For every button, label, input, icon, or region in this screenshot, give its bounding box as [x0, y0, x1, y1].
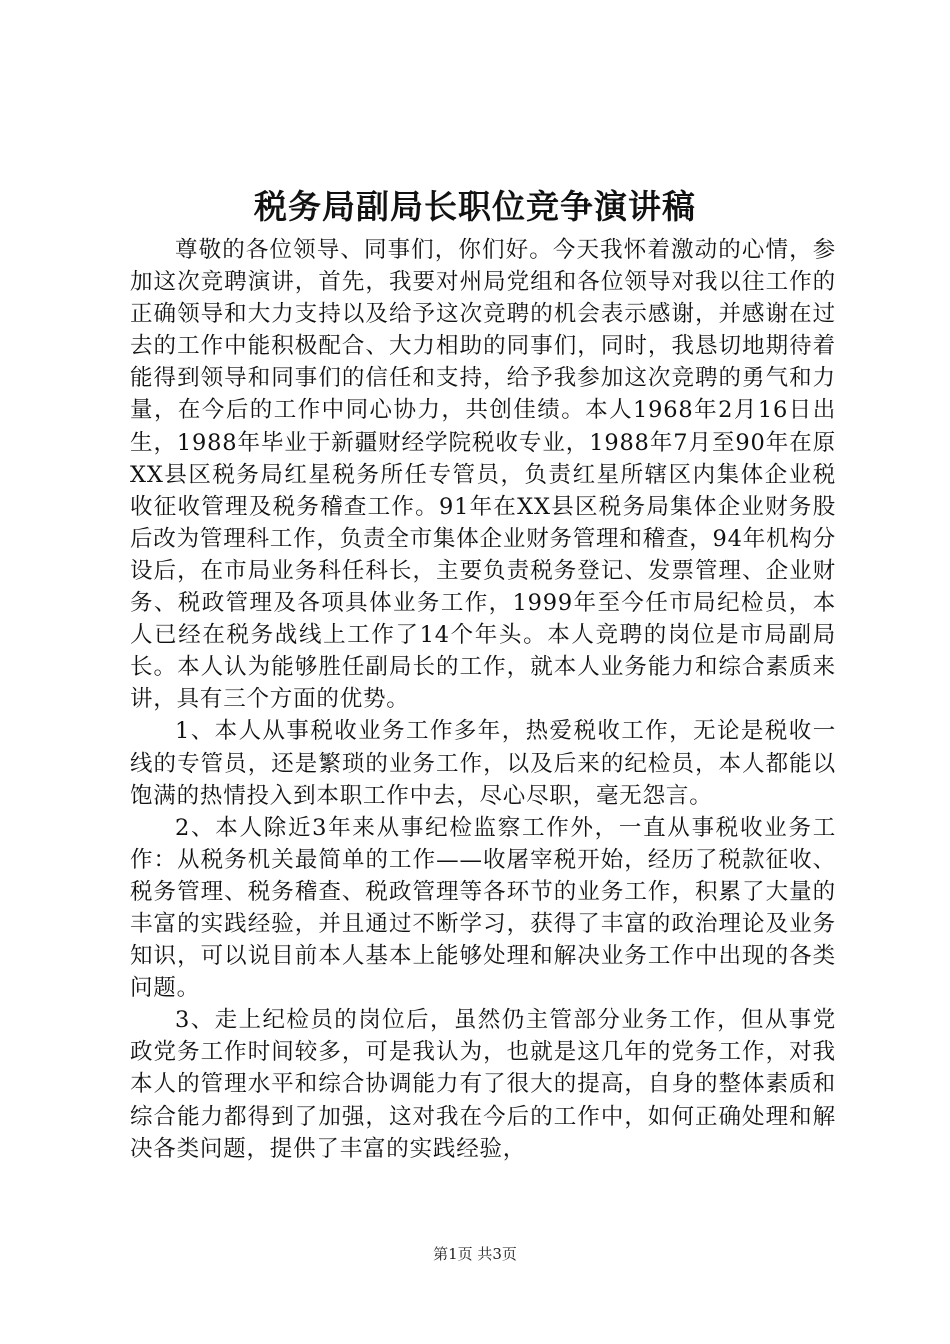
paragraph-intro: 尊敬的各位领导、同事们，你们好。今天我怀着激动的心情，参加这次竞聘演讲，首先，我要对州局党组和各位领导对我以往工作的正确领导和大力支持以及给予这次竞聘的机会表示感谢，并感谢在过去的工作中能积极配合、大力相助的同事们，同时，我恳切地期待着能得到领导和同事们的信任和支持，给予我参加这次竞聘的勇气和力量，在今后的工作中同心协力，共创佳绩。本人1968年2月16日出生，1988年毕业于新疆财经学院税收专业，1988年7月至90年在原XX县区税务局红星税务所任专管员，负责红星所辖区内集体企业税收征收管理及税务稽查工作。91年在XX县区税务局集体企业财务股后改为管理科工作，负责全市集体企业财务管理和稽查，94年机构分设后，在市局业务科任科长，主要负责税务登记、发票管理、企业财务、税政管理及各项具体业务工作，1999年至今任市局纪检员，本人已经在税务战线上工作了14个年头。本人竞聘的岗位是市局副局长。本人认为能够胜任副局长的工作，就本人业务能力和综合素质来讲，具有三个方面的优势。: [130, 237, 836, 713]
document-title: 税务局副局长职位竞争演讲稿: [254, 187, 696, 226]
page-footer: 第1页 共3页: [433, 1245, 517, 1263]
paragraph-point-2: 2、本人除近3年来从事纪检监察工作外，一直从事税收业务工作：从税务机关最简单的工作——收屠宰税开始，经历了税款征收、税务管理、税务稽查、税政管理等各环节的业务工作，积累了大量的丰富的实践经验，并且通过不断学习，获得了丰富的政治理论及业务知识，可以说目前本人基本上能够处理和解决业务工作中出现的各类问题。: [130, 814, 836, 1002]
document-body: [130, 234, 836, 1165]
paragraph-point-1: 1、本人从事税收业务工作多年，热爱税收工作，无论是税收一线的专管员，还是繁琐的业务工作，以及后来的纪检员，本人都能以饱满的热情投入到本职工作中去，尽心尽职，毫无怨言。: [130, 718, 836, 809]
paragraph-point-3: 3、走上纪检员的岗位后，虽然仍主管部分业务工作，但从事党政党务工作时间较多，可是我认为，也就是这几年的党务工作，对我本人的管理水平和综合协调能力有了很大的提高，自身的整体素质和综合能力都得到了加强，这对我在今后的工作中，如何正确处理和解决各类问题，提供了丰富的实践经验，: [130, 1007, 836, 1162]
